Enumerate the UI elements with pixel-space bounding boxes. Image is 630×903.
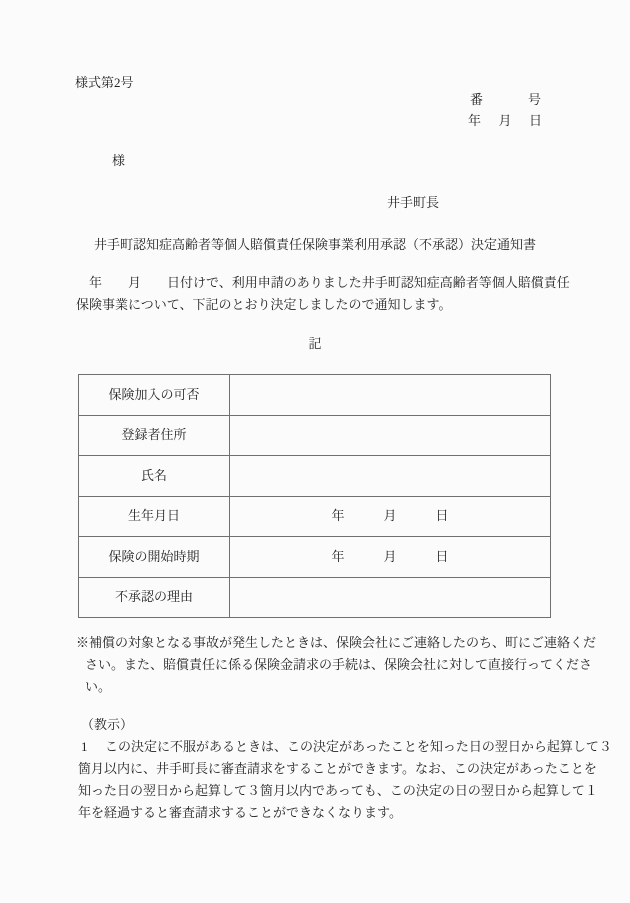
note-line: い。 xyxy=(85,679,112,694)
instructions-heading: （教示） xyxy=(81,717,134,732)
doc-number-line xyxy=(470,92,541,108)
instructions-item xyxy=(81,739,612,755)
doc-number-label: 番 xyxy=(470,92,484,107)
table-row xyxy=(79,537,551,578)
table-row xyxy=(79,496,551,537)
instructions-line: 知った日の翌日から起算して３箇月以内であっても、この決定の日の翌日から起算して１ xyxy=(78,783,598,798)
table-row xyxy=(79,375,551,416)
row-label-name: 氏名 xyxy=(79,456,230,497)
row-label-birthdate: 生年月日 xyxy=(79,496,230,537)
body-paragraph-line: 年 月 日付けで、利用申請のありました井手町認知症高齢者等個人賠償責任 xyxy=(76,275,570,290)
addressee-honorific: 様 xyxy=(112,153,126,168)
instructions-line: 箇月以内に、井手町長に審査請求をすることができます。なお、この決定があったことを xyxy=(78,761,597,776)
note-line: さい。また、賠償責任に係る保険金請求の手続は、保険会社に対して直接行ってくださ xyxy=(85,657,593,672)
instructions-item-number: 1 xyxy=(81,739,88,754)
row-value-insurance-start: 年 月 日 xyxy=(230,537,551,578)
body-paragraph-line: 保険事業について、下記のとおり決定しましたので通知します。 xyxy=(76,297,452,312)
row-value-denial-reason xyxy=(230,577,551,618)
row-label-registrant-address: 登録者住所 xyxy=(79,415,230,456)
row-value-name xyxy=(230,456,551,497)
instructions-line: 年を経過すると審査請求することができなくなります。 xyxy=(78,805,402,820)
row-label-insurance-start: 保険の開始時期 xyxy=(79,537,230,578)
note-line: ※補償の対象となる事故が発生したときは、保険会社にご連絡したのち、町にご連絡くだ xyxy=(76,635,597,650)
issue-date-line xyxy=(468,113,542,129)
row-label-insurance-approval: 保険加入の可否 xyxy=(79,375,230,416)
ki-marker: 記 xyxy=(308,336,322,351)
issue-date-month: 月 xyxy=(498,113,512,128)
issue-date-year: 年 xyxy=(468,113,482,128)
row-value-insurance-approval xyxy=(230,375,551,416)
document-title: 井手町認知症高齢者等個人賠償責任保険事業利用承認（不承認）決定通知書 xyxy=(93,237,536,252)
row-value-birthdate: 年 月 日 xyxy=(230,496,551,537)
issue-date-day: 日 xyxy=(528,113,542,128)
doc-number-suffix: 号 xyxy=(527,92,541,107)
table-row xyxy=(79,456,551,497)
instructions-line: この決定に不服があるときは、この決定があったことを知った日の翌日から起算して３ xyxy=(105,739,612,754)
table-row xyxy=(79,577,551,618)
form-number: 様式第2号 xyxy=(75,75,134,90)
row-label-denial-reason: 不承認の理由 xyxy=(79,577,230,618)
decision-table xyxy=(78,374,551,618)
row-value-registrant-address xyxy=(230,415,551,456)
table-row xyxy=(79,415,551,456)
sender-name: 井手町長 xyxy=(387,195,440,210)
